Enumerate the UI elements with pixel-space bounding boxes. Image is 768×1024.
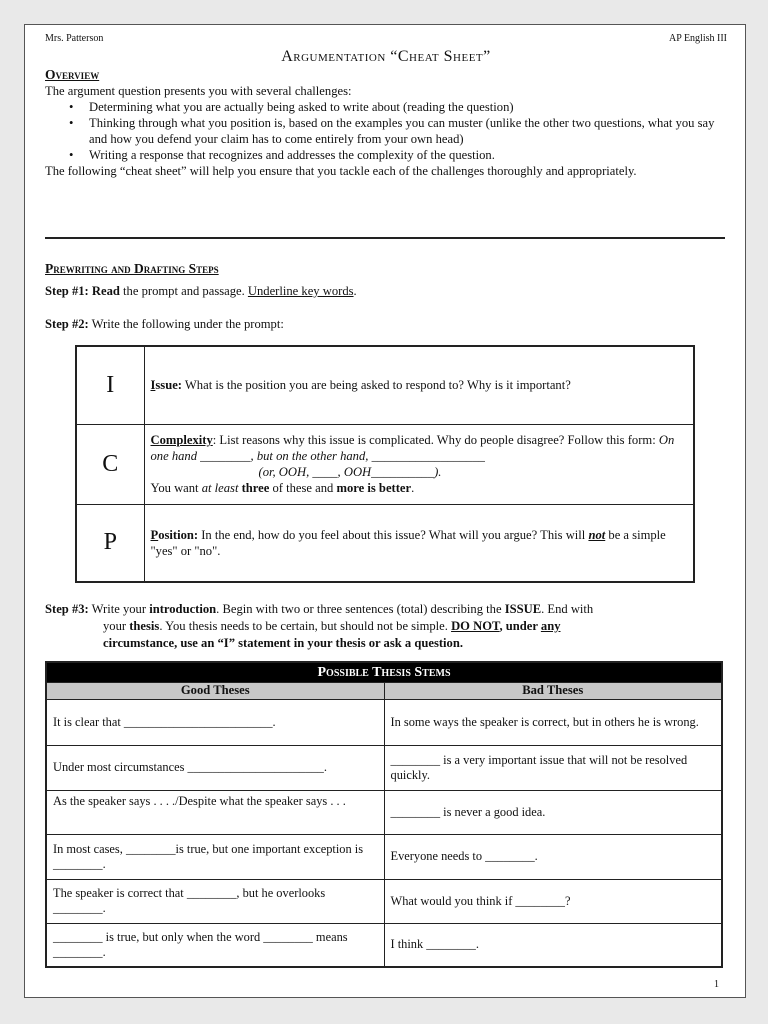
- bad-thesis-cell: Everyone needs to ________.: [384, 834, 722, 879]
- step-3-warning: circumstance, use an “I” statement in your thesis or ask a question.: [103, 636, 463, 650]
- icp-want-mid: of these and: [269, 481, 337, 495]
- icp-position-term-first: P: [150, 527, 159, 542]
- step-3-line-1: [45, 601, 727, 618]
- icp-position-text: In the end, how do you feel about this issue? What will you argue? This will: [198, 527, 589, 542]
- step-1-text: the prompt and passage.: [119, 284, 248, 298]
- step-3-t5: . You thesis needs to be certain, but should not be simple.: [159, 619, 452, 633]
- table-row: [46, 662, 722, 682]
- table-row: [46, 699, 722, 745]
- icp-complexity-description: [144, 424, 694, 504]
- icp-position-term-rest: osition:: [158, 527, 199, 542]
- overview-intro: The argument question presents you with several challenges:: [45, 84, 352, 98]
- bad-thesis-cell: ________ is never a good idea.: [384, 790, 722, 834]
- list-item: • Determining what you are actually being asked to write about (reading the question): [67, 99, 727, 115]
- good-theses-header: Good Theses: [46, 682, 384, 699]
- page-number: 1: [714, 979, 719, 990]
- table-row: [76, 424, 694, 504]
- thesis-stems-table: [45, 661, 723, 968]
- step-1-underlined: Underline key words: [247, 284, 354, 298]
- section-divider: [45, 237, 725, 239]
- table-row: [46, 879, 722, 923]
- step-3-thesis: thesis: [129, 619, 160, 633]
- icp-complexity-alt: (or, OOH, ____, OOH__________).: [258, 465, 442, 479]
- step-3-line-2: [45, 618, 727, 635]
- document-page: [24, 24, 746, 998]
- table-row: [46, 834, 722, 879]
- icp-complexity-text: : List reasons why this issue is complicated. Why do people disagree? Follow this form:: [212, 433, 659, 447]
- step-3-t3: . End with: [541, 602, 594, 616]
- step-3-any: any: [540, 619, 561, 633]
- good-thesis-cell: In most cases, ________is true, but one important exception is ________.: [46, 834, 384, 879]
- icp-issue-description: [144, 346, 694, 424]
- icp-position-end: be a simple "yes" or "no".: [150, 527, 666, 558]
- overview-heading: Overview: [45, 67, 100, 82]
- icp-issue-term-first: I: [150, 378, 156, 393]
- step-3: [45, 601, 727, 652]
- good-thesis-cell: The speaker is correct that ________, but he overlooks ________.: [46, 879, 384, 923]
- icp-complexity-term-rest: omplexity: [159, 433, 213, 447]
- icp-want-italic: at least: [201, 481, 239, 495]
- step-3-introduction: introduction: [149, 602, 217, 616]
- icp-want-more: more is better: [336, 481, 412, 495]
- prewriting-block: [45, 261, 727, 332]
- icp-position-not: not: [588, 527, 606, 542]
- icp-letter-i: I: [76, 346, 144, 424]
- table-row: [76, 346, 694, 424]
- teacher-name: Mrs. Patterson: [45, 33, 104, 44]
- page-title: Argumentation “Cheat Sheet”: [281, 48, 491, 65]
- icp-complexity-blank: __________________: [368, 449, 485, 463]
- icp-position-description: [144, 504, 694, 582]
- overview-closing: The following “cheat sheet” will help you ensure that you tackle each of the challenges thoroughly and appropriately.: [45, 164, 637, 178]
- good-thesis-cell: ________ is true, but only when the word ________ means ________.: [46, 923, 384, 967]
- bad-thesis-cell: ________ is a very important issue that will not be resolved quickly.: [384, 745, 722, 790]
- icp-table: [75, 345, 695, 583]
- step-1: [45, 283, 727, 299]
- icp-issue-text: What is the position you are being asked to respond to? Why is it important?: [182, 378, 571, 393]
- course-name: AP English III: [669, 33, 727, 44]
- step-1-end: .: [353, 284, 357, 298]
- good-thesis-cell: It is clear that ________________________.: [46, 699, 384, 745]
- thesis-table-title: Possible Thesis Stems: [46, 662, 722, 682]
- icp-issue-term-rest: ssue:: [155, 378, 182, 393]
- prewriting-heading: Prewriting and Drafting Steps: [45, 261, 219, 276]
- step-3-issue: ISSUE: [504, 602, 542, 616]
- icp-want-end: .: [411, 481, 415, 495]
- list-item: • Writing a response that recognizes and addresses the complexity of the question.: [67, 147, 727, 163]
- icp-letter-c: C: [76, 424, 144, 504]
- bad-thesis-cell: What would you think if ________?: [384, 879, 722, 923]
- good-thesis-cell: As the speaker says . . . ./Despite what the speaker says . . .: [46, 790, 384, 834]
- step-3-t4: your: [103, 619, 130, 633]
- icp-complexity-term-first: C: [150, 433, 160, 447]
- list-item: • Thinking through what you position is, based on the examples you can muster (unlike the other two questions, what you say and how you defend your claim has to come entirely from your own head): [67, 115, 727, 147]
- table-row: [76, 504, 694, 582]
- bad-thesis-cell: I think ________.: [384, 923, 722, 967]
- step-1-read: Read: [91, 284, 120, 298]
- step-2-label: Step #2:: [45, 317, 89, 331]
- overview-bullet-list: [67, 99, 727, 163]
- step-3-under: , under: [499, 619, 541, 633]
- step-1-label: Step #1:: [45, 284, 89, 298]
- step-3-t2: . Begin with two or three sentences (total) describing the: [216, 602, 505, 616]
- bad-thesis-cell: In some ways the speaker is correct, but in others he is wrong.: [384, 699, 722, 745]
- good-thesis-cell: Under most circumstances ______________________.: [46, 745, 384, 790]
- step-3-line-3: [45, 635, 727, 652]
- step-2-text: Write the following under the prompt:: [88, 317, 284, 331]
- step-3-label: Step #3:: [45, 602, 89, 616]
- table-row: [46, 682, 722, 699]
- icp-letter-p: P: [76, 504, 144, 582]
- overview-block: [45, 33, 727, 179]
- table-row: [46, 745, 722, 790]
- step-2: [45, 316, 727, 332]
- step-3-t1: Write your: [88, 602, 150, 616]
- icp-want-three: three: [238, 481, 270, 495]
- table-row: [46, 790, 722, 834]
- page-header: [45, 33, 727, 45]
- bad-theses-header: Bad Theses: [384, 682, 722, 699]
- icp-want-pre: You want: [150, 481, 202, 495]
- table-row: [46, 923, 722, 967]
- step-3-do-not: DO NOT: [451, 619, 500, 633]
- icp-complexity-form: On one hand ________, but on the other hand,: [150, 433, 675, 463]
